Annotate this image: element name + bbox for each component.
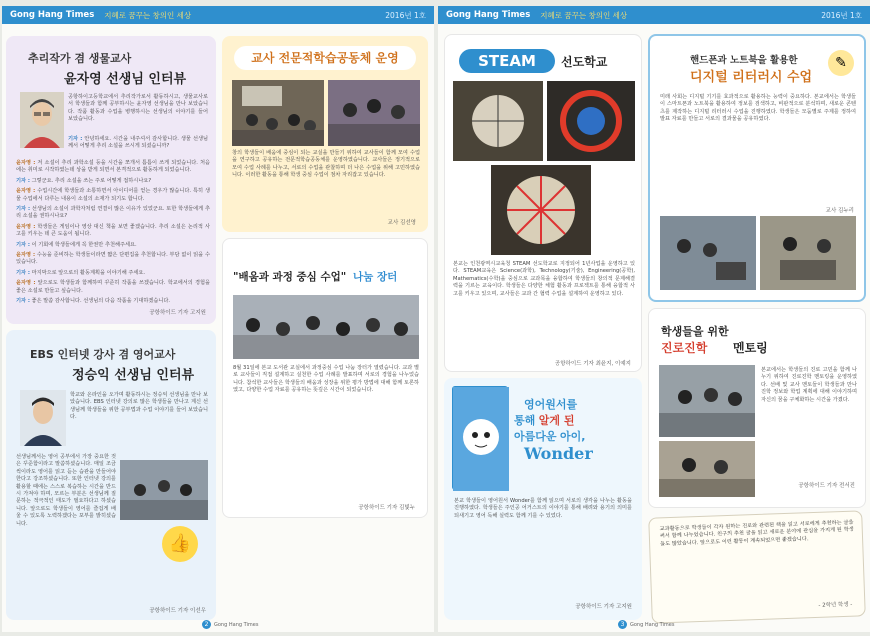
- steam-badge: STEAM: [459, 49, 555, 73]
- book-line4: Wonder: [524, 444, 593, 463]
- interview2-box: [6, 330, 216, 620]
- digital-title-b: 디지털 리터러시 수업: [690, 70, 813, 85]
- footer-label: Gong Hang Times: [630, 621, 675, 628]
- note-sign: - 2학년 학생 -: [818, 601, 853, 609]
- sharing-photo: [233, 295, 419, 359]
- career-title-a: 학생들을 위한: [661, 325, 729, 338]
- book-text: 본교 학생들이 영어원서 Wonder를 함께 읽으며 서로의 생각을 나누는 활동을 진행하였다. 학생들은 주인공 어거스트의 이야기를 통해 배려와 용기의 의미를 되새기고 영어 독해 실력도 함께 기를 수 있었다.: [454, 498, 632, 519]
- interview1-intro: 공항하이고등학교에서 추리작가로서 활동하시고, 생물교사로서 학생들과 함께 공부하시는 윤자영 선생님을 만나 보았습니다. 작품 활동과 수업을 병행하시는 선생님의 이야기를 들어 보았습니다.: [68, 94, 208, 123]
- qa-text: 앞으로도 학생들과 함께하며 꾸준히 작품을 쓰겠습니다. 학교에서의 경험을 좋은 소설로 만들고 싶습니다.: [16, 280, 211, 294]
- career-box: [648, 308, 866, 508]
- career-byline: 공항하이드 기자 전서진: [798, 483, 855, 489]
- steam-text: 본교는 인천광역시교육청 STEAM 선도학교로 지정되어 1년사업을 운영하고 있다. STEAM교육은 Science(과학), Technology(기술), Engineering(공학), Mathematics(수학)을 중심으로 교과목을 융합하여 학생들의 창의적 문제해결력을 기르는 교육이다. 학생들은 다양한 체험 활동과 프로젝트를 통해 융합적 사고를 키우고 있으며, 교사들은 교과 간 협력 수업을 설계하여 운영하고 있다.: [453, 261, 635, 297]
- book-line2b: 알게 된: [538, 414, 575, 427]
- right-footer: [618, 620, 674, 629]
- sharing-text: 8월 31일에 본교 도서관 교실에서 과정중심 수업 나눔 장터가 열렸습니다. 교과 별로 교사들이 직접 설계하고 실천한 수업 사례를 발표하며 서로의 경험을 나누었습니다. 참석한 교사들은 학생들의 배움과 성장을 위한 평가 방법에 대해 함께 토론하였고, 다양한 수업 자료를 공유하는 뜻깊은 시간이 되었습니다.: [233, 365, 419, 394]
- book-line1: 영어원서를: [524, 398, 578, 411]
- book-line3b: 아이,: [560, 430, 586, 443]
- qa-text: 수업시간에 학생들과 소통하면서 아이디어를 얻는 경우가 많습니다. 특히 생물 수업에서 다루는 내용이 소설의 소재가 되기도 합니다.: [16, 188, 211, 202]
- steam-box: [444, 34, 642, 372]
- qa-label: 윤자영 :: [16, 223, 36, 230]
- brand: Gong Hang Times: [10, 10, 95, 20]
- qa-label: 기자 :: [68, 136, 83, 142]
- digital-text: 미래 사회는 디지털 기기를 효과적으로 활용하는 능력이 중요하다. 본교에서는 학생들이 스마트폰과 노트북을 활용하여 정보를 검색하고, 비판적으로 분석하며, 새로운 콘텐츠를 제작하는 디지털 리터러시 수업을 진행하였다. 학생들은 모둠별로 주제를 정하여 발표 자료를 만들고 서로의 결과물을 공유하였다.: [660, 94, 856, 123]
- page-number: 3: [618, 620, 627, 629]
- book-byline: 공항하이드 기자 고지원: [575, 604, 632, 610]
- qa-text: 학생들은 게임이나 영상 대신 책을 보면 좋겠습니다. 추리 소설은 논리적 사고를 키우는 데 큰 도움이 됩니다.: [16, 223, 210, 238]
- steam-title: 선도학교: [561, 55, 608, 69]
- interview2-byline: 공항하이드 기자 이선우: [149, 608, 206, 614]
- interview2-text: 선생님께서는 영어 공부에서 가장 중요한 것은 꾸준함이라고 말씀하셨습니다. 매일 조금씩이라도 영어를 읽고 듣는 습관을 만들어야 한다고 강조하셨습니다. 또한 인터넷 강의를 활용할 때에는 스스로 복습하는 시간을 반드시 가져야 하며, 모르는 부분은 선생님께 질문하는 적극적인 태도가 필요하다고 하셨습니다. 앞으로도 학생들이 영어를 즐겁게 배울 수 있도록 노력하겠다는 포부를 밝히셨습니다.: [16, 454, 116, 527]
- interview2-title: 정승익 선생님 인터뷰: [72, 368, 195, 383]
- left-header: [2, 6, 434, 24]
- book-box: [444, 378, 642, 620]
- plc-photo-2: [328, 80, 420, 146]
- qa-label: 기자 :: [16, 269, 30, 276]
- sharing-byline: 공항하이드 기자 김빛누: [358, 505, 415, 511]
- qa-label: 기자 :: [16, 241, 30, 248]
- career-photo-2: [659, 441, 755, 497]
- qa-label: 윤자영 :: [16, 280, 36, 287]
- left-footer: [202, 620, 258, 629]
- issue-date: 2016년 1호: [821, 10, 862, 20]
- steam-photo-1: [453, 81, 543, 161]
- right-page: [438, 6, 870, 632]
- career-photo-1: [659, 365, 755, 437]
- interview2-intro: 학교와 온라인을 오가며 활동하시는 정승익 선생님을 만나 보았습니다. EBS 인터넷 강의로 많은 학생들을 만나고 계신 선생님께 학생들을 위한 공부법과 수업 이야기를 들어 보았습니다.: [70, 392, 208, 421]
- qa-label: 기자 :: [16, 177, 30, 184]
- steam-photo-2: [547, 81, 635, 161]
- interview1-byline: 공항하이드 기자 고지원: [149, 310, 206, 316]
- issue-date: 2016년 1호: [385, 10, 426, 20]
- book-line3a: 아름다운: [514, 430, 557, 443]
- sharing-box: [222, 238, 428, 518]
- interview1-body: [16, 160, 211, 305]
- footer-label: Gong Hang Times: [214, 621, 259, 628]
- tagline: 지혜로 꿈꾸는 창의인 세상: [540, 10, 628, 20]
- sharing-title-a: "배움과 과정 중심 수업": [233, 271, 347, 283]
- digital-byline: 교사 김누리: [825, 208, 854, 214]
- qa-text: 이 기회에 학생들에게 꼭 한권만 추천해주세요.: [31, 241, 137, 248]
- qa-text: 안녕하세요. 시간을 내주셔서 감사합니다. 생물 선생님께서 어떻게 추리 소설을 쓰시게 되셨습니까?: [68, 136, 208, 150]
- qa-label: 윤자영 :: [16, 160, 36, 166]
- note-box: [648, 510, 866, 623]
- wonder-book: [452, 386, 508, 490]
- qa-text: 저 소설이 추리 과학소설 등을 시간을 쪼개서 틈틈이 쓰게 되었습니다. 처음에는 취미로 시작하였는데 상을 받게 되면서 본격적으로 활동하게 되었습니다.: [16, 160, 210, 174]
- brand: Gong Hang Times: [446, 10, 531, 20]
- qa-text: 선생님의 소설이 과학자처럼 연결이 많은 이유가 있었군요. 또한 학생들에게 추리 소설을 권하시나요?: [16, 206, 210, 220]
- qa-label: 윤자영 :: [16, 252, 36, 259]
- interview1-box: [6, 36, 216, 324]
- qa-text: 좋은 말씀 감사합니다. 선생님의 다음 작품을 기대하겠습니다.: [31, 298, 171, 305]
- plc-box: [222, 36, 428, 232]
- plc-byline: 교사 김선영: [387, 220, 416, 226]
- digital-photo-1: [660, 216, 756, 290]
- plc-title: 교사 전문적학습공동체 운영: [234, 46, 416, 70]
- page-number: 2: [202, 620, 211, 629]
- digital-photo-2: [760, 216, 856, 290]
- left-page: [2, 6, 434, 632]
- digital-box: [648, 34, 866, 302]
- qa-label: 기자 :: [16, 206, 31, 213]
- sharing-title-b: 나눔 장터: [353, 271, 398, 283]
- teacher2-photo: [20, 390, 66, 446]
- career-text: 본교에서는 학생들의 진로 고민을 함께 나누기 위하여 진로진학 멘토링을 운영하였다. 선배 및 교사 멘토들이 학생들과 만나 진학 정보와 학업 계획에 대해 이야기하며 자신의 꿈을 구체화하는 시간을 가졌다.: [761, 367, 857, 403]
- qa-label: 윤자영 :: [16, 188, 36, 195]
- career-title-b: 진로진학: [661, 341, 708, 355]
- interview2-photo: [120, 460, 208, 520]
- thumbs-up-sticker: 👍: [162, 526, 198, 562]
- plc-text: 창의 학생들이 배움에 중심이 되는 교실을 만들기 위하여 교사들이 함께 모여 수업을 연구하고 공유하는 전문적학습공동체를 운영하였습니다. 교사들은 정기적으로 모여 수업 사례를 나누고, 서로의 수업을 관찰하며 더 나은 수업을 위해 고민하였습니다. 이러한 활동을 통해 학생 중심 수업이 점차 자리잡고 있습니다.: [232, 150, 420, 179]
- right-header: [438, 6, 870, 24]
- qa-text: 그렇군요. 추리 소설을 쓰는 주로 어떻게 접하시나요?: [31, 177, 152, 184]
- interview1-subtitle: 추리작가 겸 생물교사: [28, 52, 132, 65]
- qa-label: 기자 :: [16, 298, 30, 305]
- qa-text: 마지막으로 앞으로의 활동계획을 이야기해 주세요.: [31, 269, 146, 276]
- steam-byline: 공항하이드 기자 최윤지, 이예지: [554, 361, 631, 367]
- interview1-qa-1: [68, 136, 208, 160]
- book-line2: [514, 412, 574, 428]
- book-line3: [514, 428, 585, 444]
- note-text: 교과활동으로 학생들이 각자 원하는 진로와 관련된 책을 읽고 서로에게 추천하는 글을 써서 함께 나누었습니다. 친구의 추천 글을 읽고 새로운 분야에 관심을 가지게 된 학생들도 많았습니다. 앞으로도 이런 활동이 계속되었으면 좋겠습니다.: [659, 519, 854, 548]
- plc-photo-1: [232, 80, 324, 146]
- teacher-photo: [20, 92, 64, 148]
- career-title-c: 멘토링: [733, 341, 768, 355]
- qa-text: 수능을 준비하는 학생들이라면 짧은 단편집을 추천합니다. 부담 없이 읽을 수 있습니다.: [16, 252, 210, 266]
- steam-photo-3: [491, 165, 591, 255]
- interview2-subtitle: EBS 인터넷 강사 겸 영어교사: [30, 348, 176, 361]
- interview1-title: 윤자영 선생님 인터뷰: [64, 72, 187, 87]
- pencil-icon: ✎: [828, 50, 854, 76]
- book-line2a: 통해: [514, 414, 536, 427]
- tagline: 지혜로 꿈꾸는 창의인 세상: [104, 10, 192, 20]
- digital-title-a: 핸드폰과 노트북을 활용한: [690, 55, 798, 66]
